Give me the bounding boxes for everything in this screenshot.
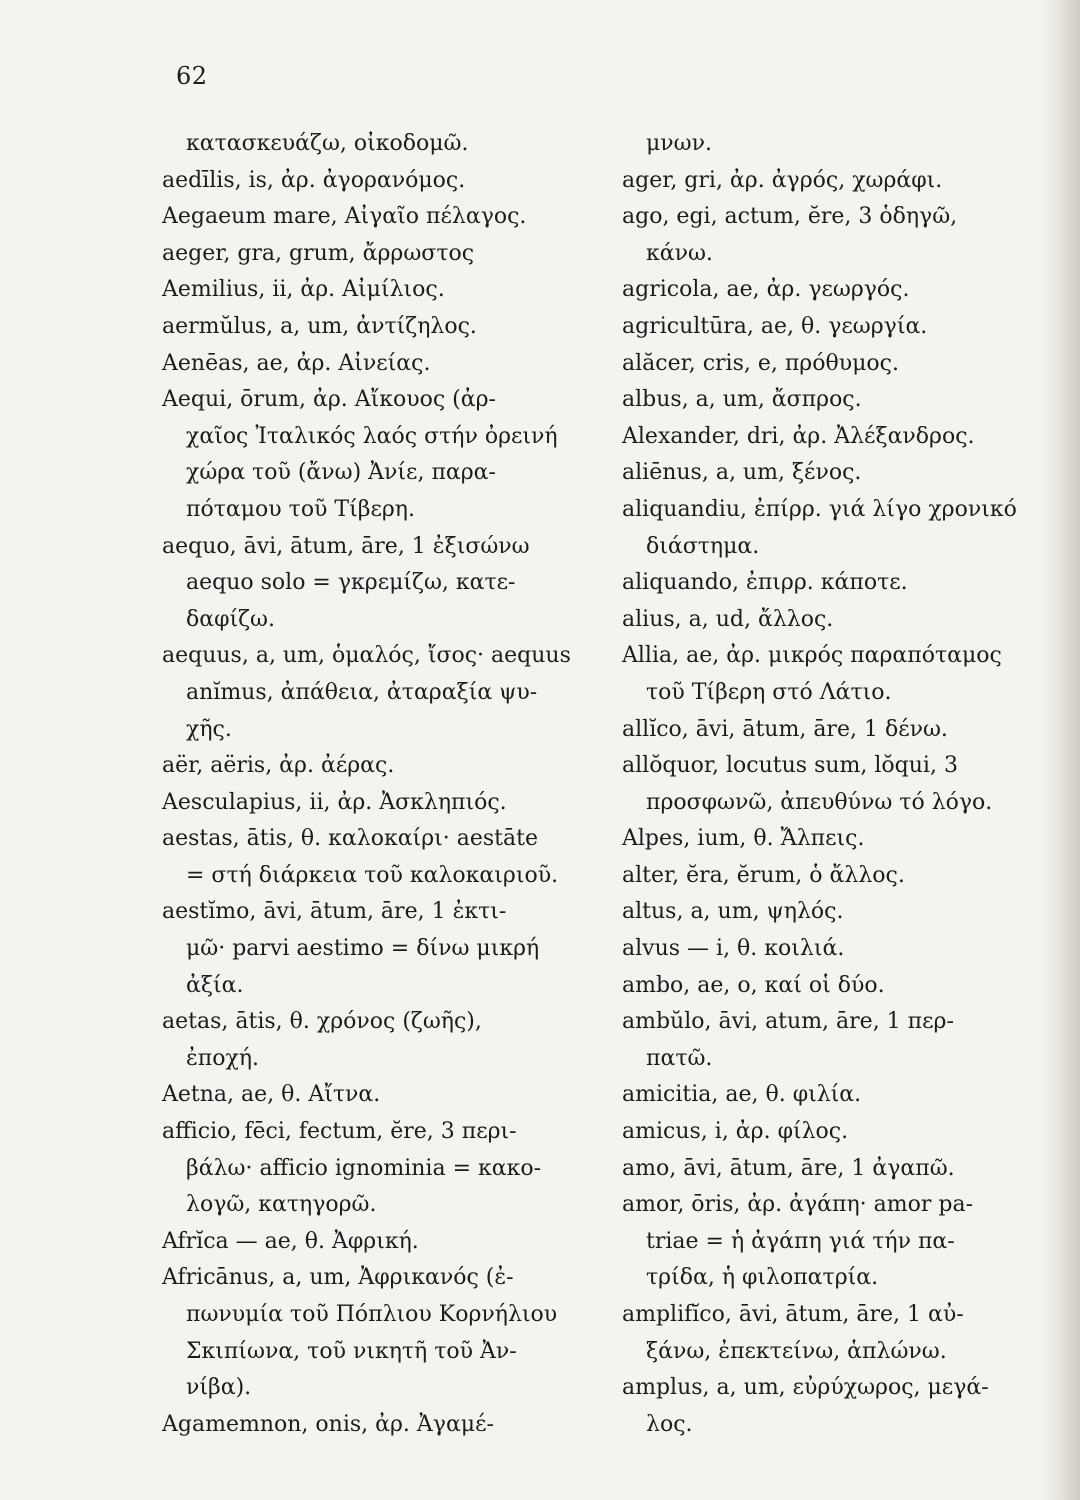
dictionary-line: κατασκευάζω, οἰκοδομῶ. [186,131,469,156]
dictionary-line: κάνω. [646,240,713,266]
page-number: 62 [176,62,208,90]
dictionary-line: aeger, gra, grum, ἄρρωστος [162,240,475,266]
dictionary-line: Aemilius, ii, ἀρ. Αἰμίλιος. [162,277,445,303]
dictionary-line: amplifĭco, āvi, ātum, āre, 1 αὐ- [622,1302,964,1327]
dictionary-line: λος. [646,1411,693,1437]
dictionary-line: aequo, āvi, ātum, āre, 1 ἐξισώνω [162,533,530,559]
dictionary-line: Agamemnon, onis, ἀρ. Ἀγαμέ- [162,1411,494,1437]
dictionary-line: aequus, a, um, ὁμαλός, ἴσος· aequus [162,643,571,669]
dictionary-line: aequo solo = γκρεμίζω, κατε- [186,570,516,596]
dictionary-line: μνων. [646,131,712,156]
page-edge-shadow [1042,0,1080,1500]
dictionary-line: βάλω· afficio ignominia = κακο- [186,1155,542,1181]
dictionary-line: προσφωνῶ, ἀπευθύνω τό λόγο. [646,789,993,815]
dictionary-line: amo, āvi, ātum, āre, 1 ἀγαπῶ. [622,1155,955,1181]
dictionary-line: Aenēas, ae, ἀρ. Αἰνείας. [162,350,431,376]
dictionary-line: ξάνω, ἐπεκτείνω, ἁπλώνω. [646,1338,947,1364]
dictionary-line: τρίδα, ἡ φιλοπατρία. [646,1265,879,1291]
left-column [162,126,607,1443]
dictionary-line: ago, egi, actum, ĕre, 3 ὁδηγῶ, [622,204,958,230]
dictionary-line: ἐποχή. [186,1045,260,1071]
dictionary-line: Σκιπίωνα, τοῦ νικητῆ τοῦ Ἀν- [186,1338,517,1364]
dictionary-line: Aegaeum mare, Αἰγαῖο πέλαγος. [162,204,527,230]
dictionary-line: amor, ōris, ἀρ. ἀγάπη· amor pa- [622,1192,974,1218]
dictionary-line: triae = ἡ ἀγάπη γιά τήν πα- [646,1228,955,1254]
dictionary-line: aliēnus, a, um, ξένος. [622,460,862,486]
dictionary-line: = στή διάρκεια τοῦ καλοκαιριοῦ. [186,862,559,888]
dictionary-line: aër, aëris, ἀρ. ἀέρας. [162,753,395,779]
dictionary-line: ager, gri, ἀρ. ἀγρός, χωράφι. [622,167,943,193]
dictionary-line: amicus, i, ἀρ. φίλος. [622,1119,849,1145]
dictionary-line: τοῦ Τίβερη στό Λάτιο. [646,679,892,705]
dictionary-line: χώρα τοῦ (ἄνω) Ἀνίε, παρα- [186,460,496,486]
dictionary-line: altus, a, um, ψηλός. [622,899,844,925]
dictionary-line: albus, a, um, ἄσπρος. [622,387,862,413]
dictionary-line: alius, a, ud, ἄλλος. [622,606,834,632]
dictionary-line: πόταμου τοῦ Τίβερη. [186,496,415,522]
dictionary-line: ambŭlo, āvi, atum, āre, 1 περ- [622,1009,954,1035]
dictionary-line: Alexander, dri, ἀρ. Ἀλέξανδρος. [622,423,975,449]
dictionary-line: aetas, ātis, θ. χρόνος (ζωῆς), [162,1009,482,1035]
dictionary-line: anĭmus, ἀπάθεια, ἀταραξία ψυ- [186,679,538,705]
dictionary-line: δαφίζω. [186,606,275,632]
dictionary-line: amplus, a, um, εὐρύχωρος, μεγά- [622,1375,989,1401]
dictionary-line: Alpes, ium, θ. Ἄλπεις. [622,826,865,852]
dictionary-line: μῶ· parvi aestimo = δίνω μικρή [186,936,540,962]
dictionary-line: amicitia, ae, θ. φιλία. [622,1082,862,1108]
dictionary-line: πατῶ. [646,1045,713,1071]
dictionary-line: νίβα). [186,1375,252,1401]
dictionary-line: aliquandiu, ἐπίρρ. γιά λίγο χρονικό [622,496,1017,522]
dictionary-line: alvus — i, θ. κοιλιά. [622,936,845,962]
dictionary-line: agricola, ae, ἀρ. γεωργός. [622,277,910,303]
dictionary-line: agricultūra, ae, θ. γεωργία. [622,313,928,339]
dictionary-line: alăcer, cris, e, πρόθυμος. [622,350,899,376]
dictionary-line: Aequi, ōrum, ἀρ. Αἴκουος (ἀρ- [162,387,496,413]
dictionary-line: afficio, fēci, fectum, ĕre, 3 περι- [162,1119,517,1145]
dictionary-line: aestas, ātis, θ. καλοκαίρι· aestāte [162,826,538,852]
dictionary-line: ἀξία. [186,972,244,998]
dictionary-line: διάστημα. [646,533,760,559]
dictionary-line: Aetna, ae, θ. Αἴτνα. [162,1082,381,1108]
dictionary-line: πωνυμία τοῦ Πόπλιου Κορνήλιου [186,1302,558,1327]
dictionary-line: Aesculapius, ii, ἀρ. Ἀσκληπιός. [162,789,507,815]
right-column [622,126,1047,1443]
dictionary-line: allŏquor, locutus sum, lŏqui, 3 [622,753,958,779]
dictionary-line: aliquando, ἐπιρρ. κάποτε. [622,570,908,596]
dictionary-line: λογῶ, κατηγορῶ. [186,1192,377,1218]
dictionary-line: aedīlis, is, ἀρ. ἀγορανόμος. [162,167,466,193]
dictionary-line: Africānus, a, um, Ἀφρικανός (ἐ- [162,1265,514,1291]
dictionary-line: Allia, ae, ἀρ. μικρός παραπόταμος [622,643,1002,669]
dictionary-line: ambo, ae, o, καί οἱ δύο. [622,972,885,998]
dictionary-line: aestĭmo, āvi, ātum, āre, 1 ἐκτι- [162,899,507,925]
dictionary-line: Afrĭca — ae, θ. Ἀφρική. [162,1228,419,1254]
dictionary-line: χαῖος Ἰταλικός λαός στήν ὀρεινή [186,423,558,449]
dictionary-line: allĭco, āvi, ātum, āre, 1 δένω. [622,716,948,742]
dictionary-line: χῆς. [186,716,232,742]
dictionary-line: aermŭlus, a, um, ἀντίζηλος. [162,313,477,339]
dictionary-line: alter, ĕra, ĕrum, ὁ ἄλλος. [622,862,905,888]
